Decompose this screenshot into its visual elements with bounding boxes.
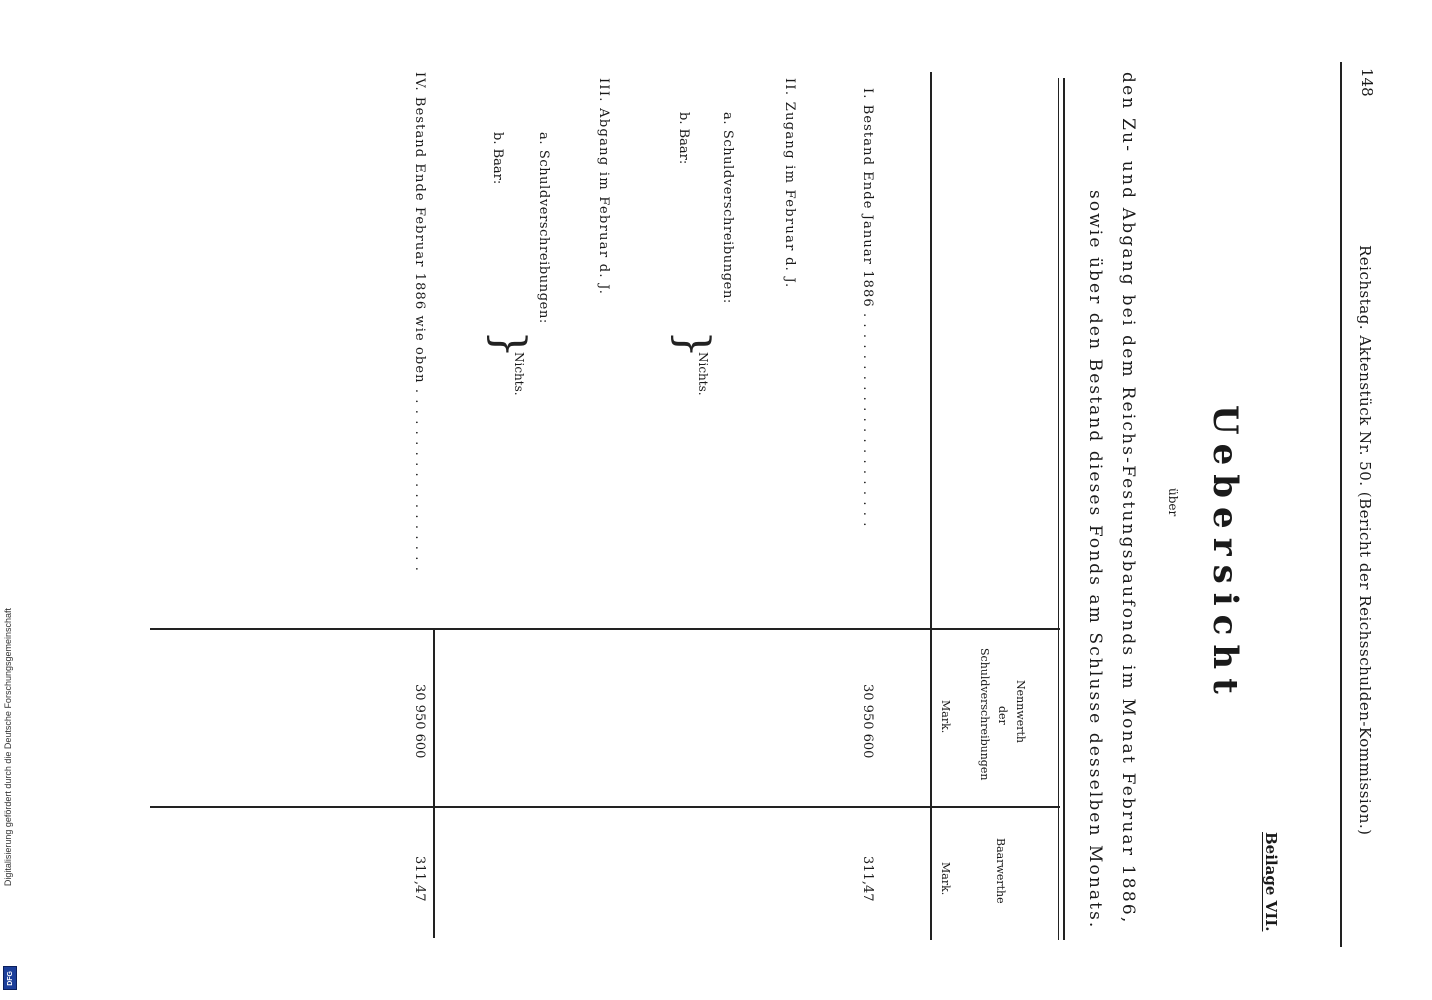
col-nominal-header-1: Nennwerth (1014, 680, 1027, 743)
col-nominal-header-3: Schuldverschreibungen (978, 648, 991, 781)
title-line-2: sowie über den Bestand dieses Fonds am Schlusse desselben Monats. (1085, 190, 1105, 930)
row-cash-bestand-januar: 311,47 (860, 856, 875, 902)
column-separator-label (150, 628, 1060, 630)
zugang-nothing: Nichts. (696, 352, 710, 396)
row-label-abgang: III. Abgang im Februar d. J. (596, 78, 611, 296)
abgang-nothing: Nichts. (512, 352, 526, 396)
annex-label: Beilage VII. (1262, 832, 1280, 932)
row-label-zugang-b: b. Baar: (676, 112, 691, 165)
page-number: 148 (1358, 68, 1376, 97)
row-nominal-bestand-januar: 30 950 600 (860, 684, 875, 759)
table-top-rule (1063, 78, 1065, 940)
col-nominal-unit: Mark. (939, 700, 952, 734)
title-line-1: den Zu- und Abgang bei dem Reichs-Festungsbaufonds im Monat Februar 1886, (1118, 72, 1138, 925)
funding-note: Digitalisierung gefördert durch die Deutsche Forschungsgemeinschaft (3, 608, 13, 887)
row-label-bestand-januar: I. Bestand Ende Januar 1886 . . . . . . . . . . . . . . . . . . . . . (860, 88, 875, 528)
header-bottom-rule (930, 72, 932, 940)
dfg-logo: DFG (3, 966, 17, 990)
header-rule (1340, 62, 1342, 947)
col-cash-unit: Mark. (939, 862, 952, 896)
brace-zugang: } (667, 330, 718, 358)
row-label-abgang-b: b. Baar: (490, 132, 505, 185)
table-top-rule-inner (1058, 78, 1059, 940)
row-cash-bestand-februar: 311,47 (412, 856, 427, 902)
row-nominal-bestand-februar: 30 950 600 (412, 684, 427, 759)
col-nominal-header-2: der (996, 706, 1009, 725)
row-label-abgang-a: a. Schuldverschreibungen: (536, 132, 551, 324)
document-title: Uebersicht (1205, 405, 1245, 703)
running-title: Reichstag. Aktenstück Nr. 50. (Bericht der Reichsschulden-Kommission.) (1356, 245, 1374, 836)
row-label-bestand-februar: IV. Bestand Ende Februar 1886 wie oben . . . . . . . . . . . . . . . . . . (412, 72, 427, 572)
brace-abgang: } (483, 330, 534, 358)
title-over: über (1166, 488, 1180, 517)
column-separator-cash (150, 806, 1060, 808)
col-cash-header: Baarwerthe (994, 838, 1007, 904)
row-label-zugang-a: a. Schuldverschreibungen: (720, 112, 735, 304)
total-rule (433, 630, 435, 938)
row-label-zugang: II. Zugang im Februar d. J. (782, 78, 797, 289)
